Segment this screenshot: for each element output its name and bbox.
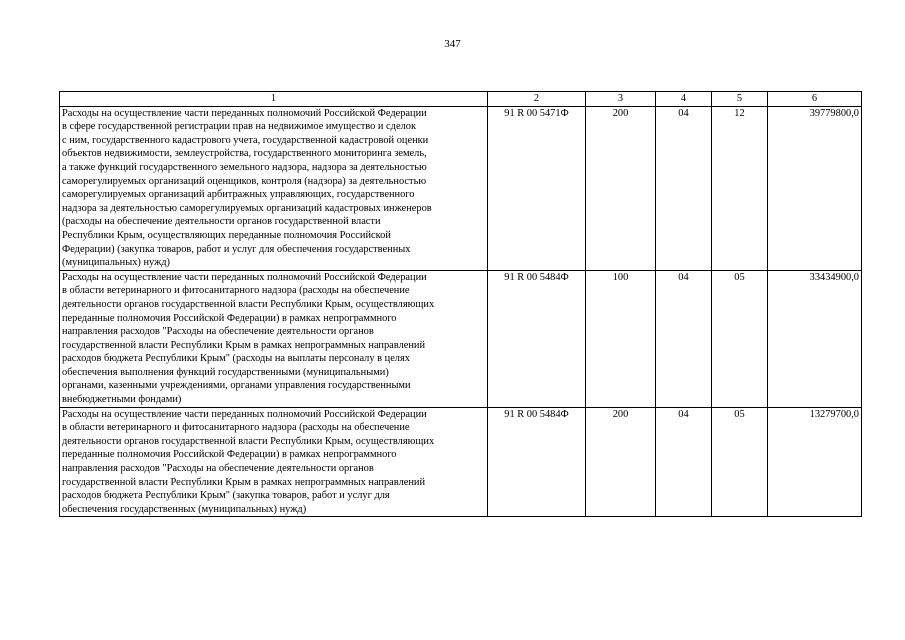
table-row (60, 270, 862, 407)
row-amount: 13279700,0 (768, 407, 862, 517)
row-col5: 12 (712, 106, 768, 270)
row-col5: 05 (712, 270, 768, 407)
row-target-code: 91 R 00 5471Ф (488, 106, 586, 270)
column-header-4: 4 (656, 92, 712, 107)
column-header-3: 3 (586, 92, 656, 107)
row-target-code: 91 R 00 5484Ф (488, 270, 586, 407)
row-col4: 04 (656, 106, 712, 270)
row-col4: 04 (656, 407, 712, 517)
table-row (60, 106, 862, 270)
budget-table (59, 91, 862, 517)
row-col3: 200 (586, 407, 656, 517)
column-header-6: 6 (768, 92, 862, 107)
page-number: 347 (444, 38, 461, 50)
row-col5: 05 (712, 407, 768, 517)
row-col4: 04 (656, 270, 712, 407)
row-amount: 39779800,0 (768, 106, 862, 270)
row-col3: 100 (586, 270, 656, 407)
row-description: Расходы на осуществление части переданных полномочий Российской Федерации в области ветеринарного и фитосанитарного надзора (расходы на обеспечение деятельности органов государственной власти Республики Крым, осуществляющих переданные полномочия Российской Федерации) в рамках непрограммного направления расходов "Расходы на обеспечение деятельности органов государственной власти Республики Крым в рамках непрограммных направлений расходов бюджета Республики Крым" (закупка товаров, работ и услуг для обеспечения государственных (муниципальных) нужд) (60, 407, 488, 517)
row-description: Расходы на осуществление части переданных полномочий Российской Федерации в области ветеринарного и фитосанитарного надзора (расходы на обеспечение деятельности органов государственной власти Республики Крым, осуществляющих переданные полномочия Российской Федерации) в рамках непрограммного направления расходов "Расходы на обеспечение деятельности органов государственной власти Республики Крым в рамках непрограммных направлений расходов бюджета Республики Крым" (расходы на выплаты персоналу в целях обеспечения выполнения функций государственными (муниципальными) органами, казенными учреждениями, органами управления государственными внебюджетными фондами) (60, 270, 488, 407)
row-description: Расходы на осуществление части переданных полномочий Российской Федерации в сфере государственной регистрации прав на недвижимое имущество и сделок с ним, государственного кадастрового учета, государственной кадастровой оценки объектов недвижимости, землеустройства, государственного мониторинга земель, а также функций государственного земельного надзора, надзора за деятельностью саморегулируемых организаций оценщиков, контроля (надзора) за деятельностью саморегулируемых организаций арбитражных управляющих, государственного надзора за деятельностью саморегулируемых организаций кадастровых инженеров (расходы на обеспечение деятельности органов государственной власти Республики Крым, осуществляющих переданные полномочия Российской Федерации) (закупка товаров, работ и услуг для обеспечения государственных (муниципальных) нужд) (60, 106, 488, 270)
row-target-code: 91 R 00 5484Ф (488, 407, 586, 517)
column-header-5: 5 (712, 92, 768, 107)
column-header-1: 1 (60, 92, 488, 107)
row-amount: 33434900,0 (768, 270, 862, 407)
table-row (60, 407, 862, 517)
table-header-row (60, 92, 862, 107)
column-header-2: 2 (488, 92, 586, 107)
row-col3: 200 (586, 106, 656, 270)
